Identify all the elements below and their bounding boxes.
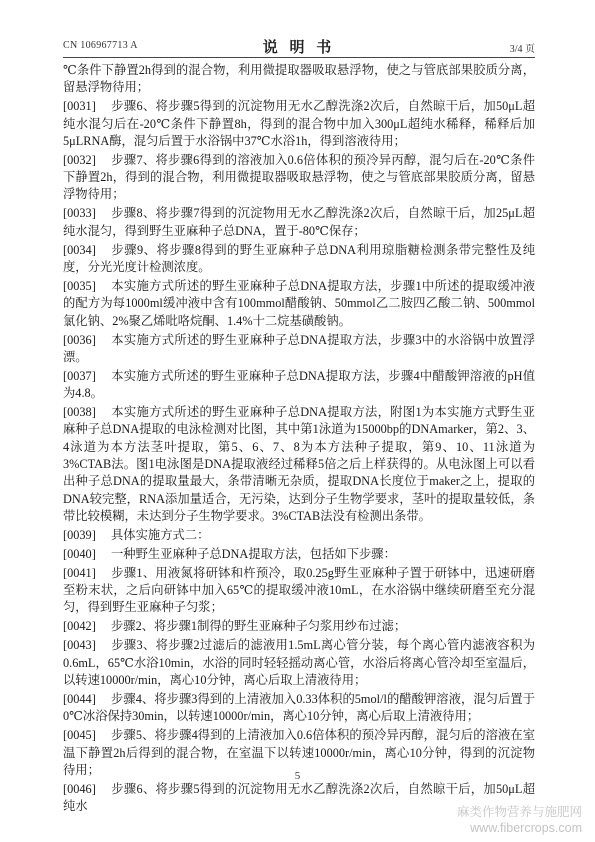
paragraph-0041 [63, 565, 535, 617]
paragraph-text: 步骤2、将步骤1制得的野生亚麻种子匀浆用纱布过滤； [111, 619, 407, 634]
paragraph-number: [0043] [63, 638, 96, 653]
paragraph-number: [0041] [63, 565, 96, 580]
paragraph-text: 本实施方式所述的野生亚麻种子总DNA提取方法，步骤4中醋酸钾溶液的pH值为4.8。 [63, 368, 535, 401]
paragraph-0044 [63, 691, 535, 726]
paragraph-0035 [63, 278, 535, 330]
document-title: 说 明 书 [262, 40, 336, 56]
paragraph-number: [0038] [63, 405, 96, 420]
paragraph-0031 [63, 98, 535, 150]
paragraph-number: [0033] [63, 206, 96, 221]
paragraph-text: 步骤1、用液氮将研钵和杵预冷，取0.25g野生亚麻种子置于研钵中，迅速研磨至粉末状，之后向研钵中加入65℃的提取缓冲液10mL，在水浴锅中继续研磨至充分混匀，得到野生亚麻种子匀浆； [63, 565, 535, 615]
paragraph-number: [0045] [63, 728, 96, 743]
paragraph-number: [0031] [63, 99, 96, 114]
watermark-url: www.fibercrops.com [470, 821, 582, 835]
paragraph-continuation [63, 62, 535, 97]
paragraph-text: ℃条件下静置2h得到的混合物，利用微提取器吸取悬浮物，使之与管底部果胶质分离，留悬浮物待用； [63, 63, 535, 95]
page-number: 5 [294, 770, 301, 782]
paragraph-number: [0044] [63, 692, 96, 707]
paragraph-0032 [63, 152, 535, 204]
paragraph-number: [0035] [63, 279, 96, 293]
publication-number: CN 106967713 A [63, 40, 138, 51]
watermark [457, 804, 582, 836]
paragraph-text: 步骤6、将步骤5得到的沉淀物用无水乙醇洗涤2次后，自然晾干后，加50μL超纯水 [63, 781, 535, 814]
paragraph-number: [0034] [63, 242, 96, 257]
paragraph-text: 本实施方式所述的野生亚麻种子总DNA提取方法，步骤3中的水浴锅中放置浮漂。 [63, 332, 535, 364]
paragraph-0033 [63, 205, 535, 240]
paragraph-text: 步骤6、将步骤5得到的沉淀物用无水乙醇洗涤2次后，自然晾干后，加50μL超纯水混匀后在-20℃条件下静置8h，得到的混合物中加入300μL超纯水稀释，稀释后加5μLRNA酶，混匀后置于水浴锅中37℃水浴1h，得到溶液待用； [63, 99, 535, 148]
paragraph-text: 步骤3、将步骤2过滤后的滤液用1.5mL离心管分装，每个离心管内滤液容积为0.6mL，65℃水浴10min，水浴的同时轻轻摇动离心管，水浴后将离心管冷却至室温后，以转速10000r/min，离心10分钟，离心后取上清液待用； [63, 638, 535, 688]
paragraph-0036 [63, 332, 535, 367]
description-body [63, 62, 535, 817]
paragraph-number: [0037] [63, 368, 96, 383]
paragraph-number: [0036] [63, 332, 96, 347]
paragraph-0043 [63, 637, 535, 689]
paragraph-number: [0046] [63, 781, 96, 796]
paragraph-text: 步骤7、将步骤6得到的溶液加入0.6倍体积的预冷异丙醇，混匀后在-20℃条件下静置2h，得到的混合物，利用微提取器吸取悬浮物，使之与管底部果胶质分离，留悬浮物待用； [63, 152, 535, 202]
paragraph-0042 [63, 618, 535, 635]
paragraph-0039 [63, 527, 535, 544]
paragraph-number: [0032] [63, 152, 96, 167]
paragraph-0037 [63, 368, 535, 403]
paragraph-text: 步骤5、将步骤4得到的上清液加入0.6倍体积的预冷异丙醇，混匀后的溶液在室温下静置2h后得到的混合物，在室温下以转速10000r/min，离心10分钟，得到的沉淀物待用； [63, 728, 535, 777]
paragraph-0040 [63, 546, 535, 563]
paragraph-0034 [63, 242, 535, 277]
paragraph-text: 本实施方式所述的野生亚麻种子总DNA提取方法，附图1为本实施方式野生亚麻种子总DNA提取的电泳检测对比图，其中第1泳道为15000bp的DNAmarker，第2、3、4泳道为本方法茎叶提取，第5、6、7、8为本方法种子提取，第9、10、11泳道为3%CTAB法。图1电泳图是DNA提取液经过稀释5倍之后上样获得的。从电泳图上可以看出种子总DNA的提取量最大，条带清晰无杂质，提取DNA长度位于maker之上，提取的DNA较完整，RNA添加量适合，无污染，达到分子生物学要求，茎叶的提取量较低，条带比较模糊，未达到分子生物学要求。3%CTAB法没有检测出条带。 [63, 405, 535, 523]
watermark-site-name: 麻类作物营养与施肥网 [456, 805, 582, 819]
paragraph-number: [0040] [63, 546, 96, 561]
paragraph-number: [0042] [63, 619, 96, 634]
paragraph-0038 [63, 404, 535, 525]
paragraph-text: 一种野生亚麻种子总DNA提取方法，包括如下步骤： [111, 546, 396, 561]
paragraph-text: 步骤8、将步骤7得到的沉淀物用无水乙醇洗涤2次后，自然晾干后，加25μL超纯水混匀，得到野生亚麻种子总DNA，置于-80℃保存； [63, 206, 535, 238]
page-count: 3/4 页 [509, 44, 535, 55]
paragraph-text: 步骤4、将步骤3得到的上清液加入0.33体积的5mol/l的醋酸钾溶液，混匀后置于0℃冰浴保持30min，以转速10000r/min，离心10分钟，离心后取上清液待用； [63, 692, 535, 724]
section-heading: 具体实施方式二： [111, 527, 210, 542]
paragraph-number: [0039] [63, 527, 96, 542]
paragraph-text: 本实施方式所述的野生亚麻种子总DNA提取方法，步骤1中所述的提取缓冲液的配方为每1000ml缓冲液中含有100mmol醋酸钠、50mmol乙二胺四乙酸二钠、500mmol氯化钠、2%聚乙烯吡咯烷酮、1.4%十二烷基磺酸钠。 [63, 279, 535, 328]
page-header [63, 36, 535, 56]
header-divider [63, 57, 535, 58]
paragraph-text: 步骤9、将步骤8得到的野生亚麻种子总DNA利用琼脂糖检测条带完整性及纯度，分光光度计检测浓度。 [63, 242, 535, 275]
